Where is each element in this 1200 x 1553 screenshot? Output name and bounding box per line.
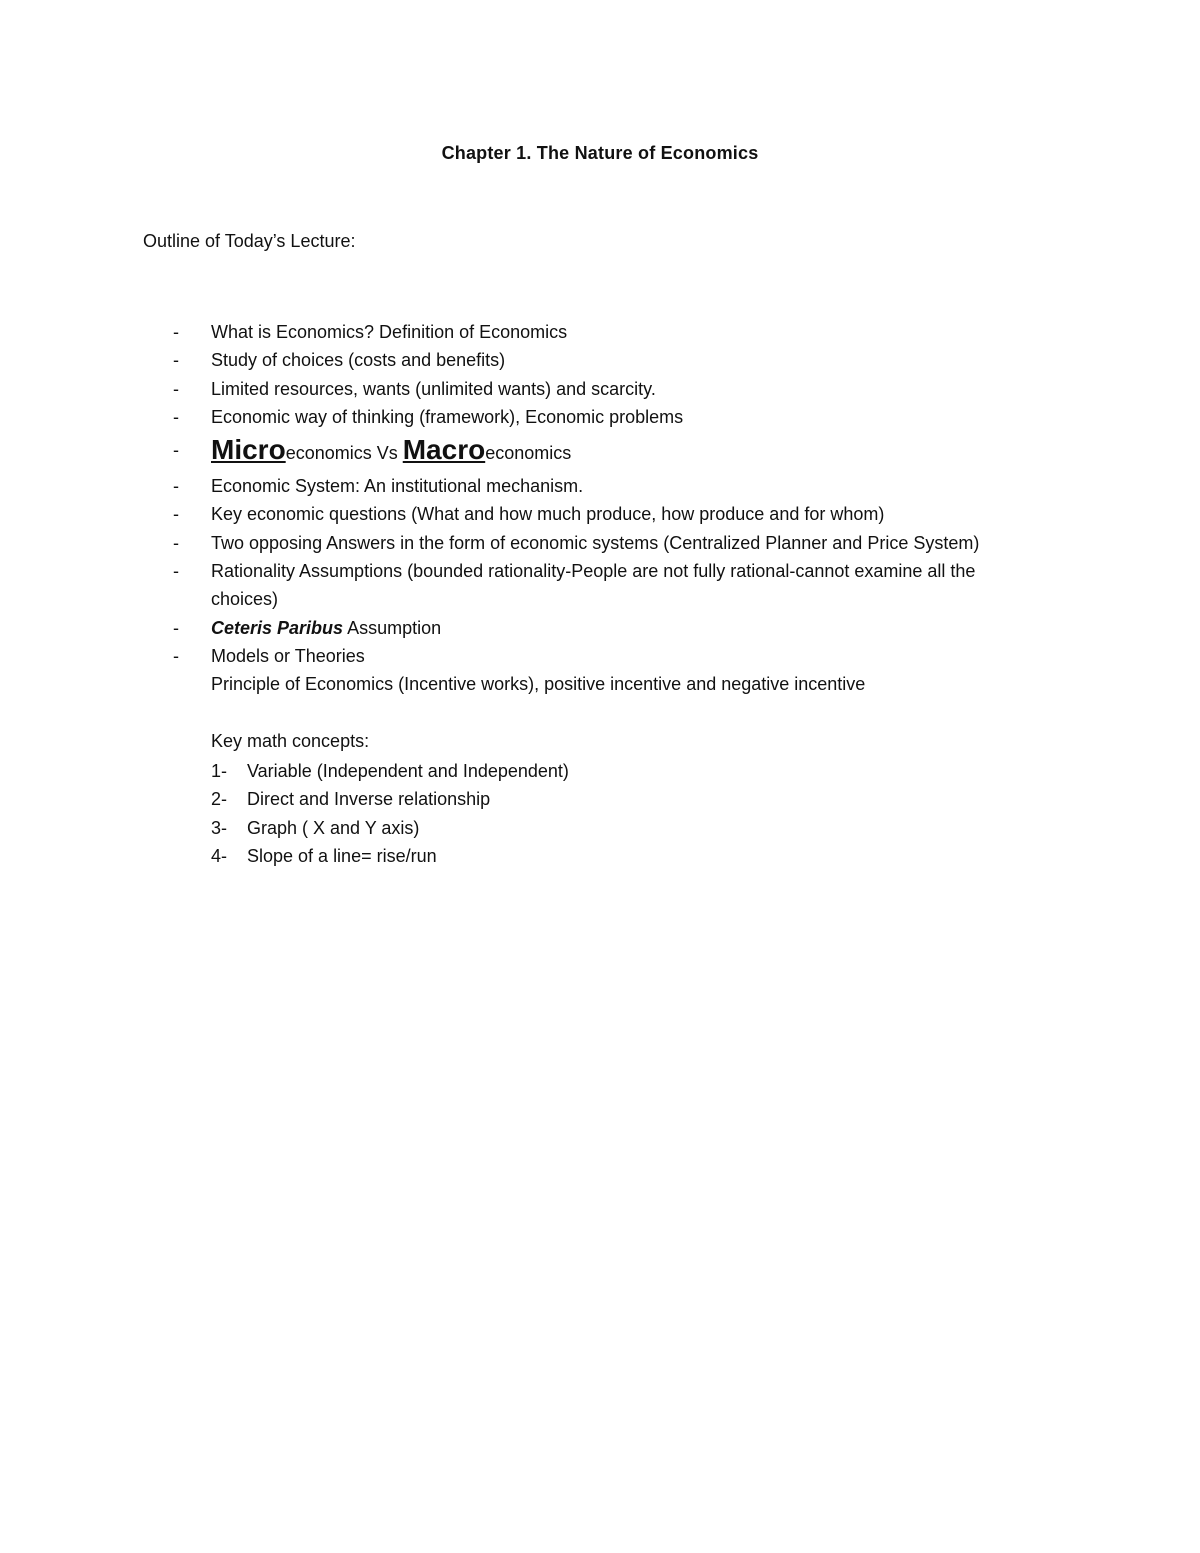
bullet-dash: -	[173, 378, 179, 399]
list-item-text: What is Economics? Definition of Economics	[211, 322, 568, 342]
list-item	[173, 375, 1073, 403]
list-item-text: Economic System: An institutional mechanism.	[211, 476, 584, 497]
list-number: 1-	[211, 761, 228, 781]
list-item-text: Two opposing Answers in the form of economic systems (Centralized Planner and Price System)	[211, 532, 980, 553]
micro-suffix: economics Vs	[285, 443, 403, 464]
document-title: Chapter 1. The Nature of Economics	[441, 143, 759, 163]
ceteris-paribus-emphasis: Ceteris Paribus	[211, 617, 344, 638]
macro-suffix: economics	[485, 443, 572, 464]
principle-line: Principle of Economics (Incentive works), positive incentive and negative incentive	[211, 674, 866, 694]
bullet-dash: -	[173, 645, 179, 666]
list-number: 2-	[211, 789, 228, 810]
list-item	[173, 403, 1073, 431]
bullet-dash: -	[173, 476, 179, 497]
list-item-text: Study of choices (costs and benefits)	[211, 350, 506, 371]
list-item-text: Limited resources, wants (unlimited wants) and scarcity.	[211, 378, 656, 399]
list-item-text: Rationality Assumptions (bounded rationality-People are not fully rational-cannot examine all the choices)	[211, 561, 976, 610]
list-item-text: Slope of a line= rise/run	[247, 845, 437, 866]
list-item-text: Key economic questions (What and how much produce, how produce and for whom)	[211, 504, 885, 525]
list-item	[173, 318, 1073, 346]
list-item-text: Models or Theories	[211, 645, 365, 666]
lecture-outline-list	[173, 318, 1073, 670]
micro-emphasis: Micro	[211, 434, 286, 466]
list-number: 4-	[211, 845, 228, 866]
bullet-dash: -	[173, 532, 179, 553]
list-item	[173, 346, 1073, 374]
bullet-dash: -	[173, 617, 179, 638]
list-item	[173, 529, 1073, 557]
list-item-text: Assumption	[343, 617, 442, 638]
bullet-dash: -	[173, 504, 179, 525]
list-item-text: Direct and Inverse relationship	[247, 789, 491, 810]
list-item	[211, 814, 569, 842]
list-item	[173, 557, 1073, 614]
list-item-text: Graph ( X and Y axis)	[247, 817, 420, 838]
bullet-dash: -	[173, 440, 179, 461]
list-item	[173, 472, 1073, 500]
bullet-dash: -	[173, 350, 179, 371]
bullet-dash: -	[173, 406, 179, 427]
math-heading: Key math concepts:	[211, 731, 370, 751]
math-concepts-list	[211, 757, 569, 870]
bullet-dash: -	[173, 561, 179, 582]
list-item-text: Variable (Independent and Independent)	[247, 761, 569, 781]
list-item	[211, 785, 569, 813]
list-item	[211, 757, 569, 785]
list-item	[173, 642, 1073, 670]
list-item	[173, 614, 1073, 642]
list-item	[173, 431, 1073, 472]
list-item	[173, 500, 1073, 528]
bullet-dash: -	[173, 322, 179, 342]
list-number: 3-	[211, 817, 228, 838]
list-item	[211, 842, 569, 870]
outline-heading: Outline of Today’s Lecture:	[143, 231, 356, 251]
macro-emphasis: Macro	[402, 434, 486, 466]
list-item-text: Economic way of thinking (framework), Economic problems	[211, 406, 684, 427]
